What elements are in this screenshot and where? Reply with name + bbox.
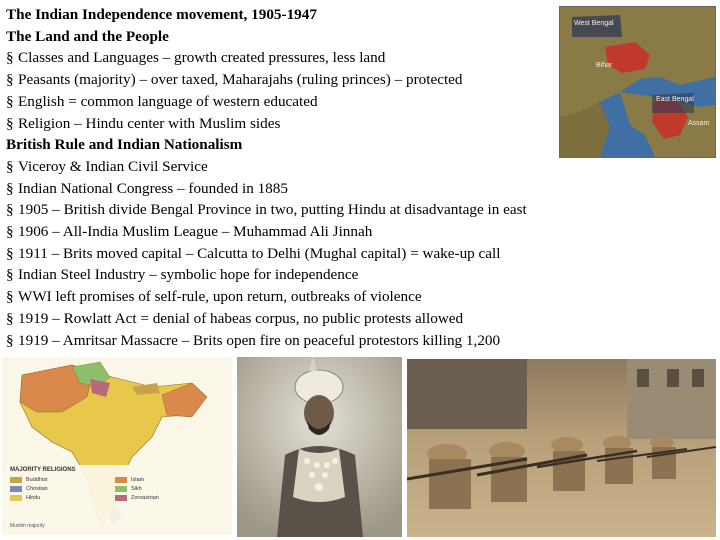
bullet-text: 1919 – Rowlatt Act = denial of habeas corpus, no public protests allowed	[18, 309, 464, 327]
slide-text	[6, 4, 646, 351]
bullet-icon: §	[6, 331, 14, 349]
bullet-icon: §	[6, 244, 14, 262]
bullet-item	[6, 221, 646, 243]
legend-item	[115, 495, 220, 501]
bullet-item	[6, 47, 646, 69]
bullet-icon: §	[6, 223, 14, 241]
legend-item	[10, 486, 115, 492]
bullet-icon: §	[6, 309, 14, 327]
map-label-assam: Assam	[688, 120, 710, 127]
bullet-item	[6, 264, 646, 286]
bullet-item	[6, 178, 646, 200]
bullet-text: Religion – Hindu center with Muslim sides	[18, 114, 281, 132]
religion-legend	[10, 477, 225, 504]
legend-item	[10, 477, 115, 483]
legend-item	[10, 495, 115, 501]
bullet-text: Peasants (majority) – over taxed, Maharajahs (ruling princes) – protected	[18, 71, 463, 89]
bullet-icon: §	[6, 92, 14, 110]
maharajah-portrait-image	[237, 357, 402, 537]
bullet-item	[6, 308, 646, 330]
legend-footnote: Muslim majority	[10, 523, 45, 529]
map-label-west-bengal: West Bengal	[574, 20, 614, 27]
bullet-text: WWI left promises of self-rule, upon return, outbreaks of violence	[18, 288, 422, 306]
legend-label: Christian	[26, 486, 48, 492]
bullet-item	[6, 156, 646, 178]
bullet-text: 1905 – British divide Bengal Province in two, putting Hindu at disadvantage in east	[18, 201, 527, 219]
legend-swatch	[10, 477, 22, 483]
legend-label: Buddhist	[26, 477, 48, 483]
massacre-graphic	[407, 359, 716, 537]
bullet-icon: §	[6, 288, 14, 306]
bullet-item	[6, 199, 646, 221]
legend-item	[115, 477, 220, 483]
bullet-icon: §	[6, 157, 14, 175]
legend-title: MAJORITY RELIGIONS	[10, 467, 76, 473]
bullet-item	[6, 243, 646, 265]
legend-swatch	[10, 486, 22, 492]
slide-title: The Indian Independence movement, 1905-1947	[6, 6, 317, 23]
bullet-text: English = common language of western educated	[18, 92, 318, 110]
bullet-text: Indian National Congress – founded in 1885	[18, 179, 288, 197]
legend-swatch	[10, 495, 22, 501]
legend-swatch	[115, 486, 127, 492]
map-label-east-bengal: East Bengal	[656, 96, 694, 103]
legend-label: Hindu	[26, 495, 41, 501]
bullet-text: Indian Steel Industry – symbolic hope for independence	[18, 266, 359, 284]
bullet-text: 1919 – Amritsar Massacre – Brits open fire on peaceful protestors killing 1,200	[18, 331, 501, 349]
bullet-text: 1911 – Brits moved capital – Calcutta to Delhi (Mughal capital) = wake-up call	[18, 244, 501, 262]
legend-item	[115, 486, 220, 492]
bullet-item	[6, 330, 646, 352]
bullet-item	[6, 113, 646, 135]
bullet-icon: §	[6, 114, 14, 132]
bullet-icon: §	[6, 71, 14, 89]
religion-map-image	[2, 357, 232, 535]
legend-label: Sikh	[131, 486, 142, 492]
religion-map-graphic	[2, 357, 232, 535]
bullet-text: Viceroy & Indian Civil Service	[18, 157, 208, 175]
portrait-graphic	[237, 357, 402, 537]
legend-swatch	[115, 477, 127, 483]
section-heading-british-rule: British Rule and Indian Nationalism	[6, 136, 243, 154]
bengal-partition-map	[559, 6, 716, 158]
amritsar-massacre-image	[407, 359, 716, 537]
bullet-text: Classes and Languages – growth created pressures, less land	[18, 49, 386, 67]
bullet-icon: §	[6, 49, 14, 67]
section-heading-land-people: The Land and the People	[6, 27, 169, 45]
legend-swatch	[115, 495, 127, 501]
legend-label: Zoroastrian	[131, 495, 159, 501]
bullet-text: 1906 – All-India Muslim League – Muhammad Ali Jinnah	[18, 223, 373, 241]
bullet-icon: §	[6, 266, 14, 284]
bengal-map-graphic	[560, 7, 715, 157]
legend-label: Islam	[131, 477, 145, 483]
map-label-bihar: Bihar	[596, 62, 613, 69]
bullet-icon: §	[6, 179, 14, 197]
bullet-item	[6, 69, 646, 91]
bullet-item	[6, 286, 646, 308]
bullet-item	[6, 91, 646, 113]
bullet-icon: §	[6, 201, 14, 219]
